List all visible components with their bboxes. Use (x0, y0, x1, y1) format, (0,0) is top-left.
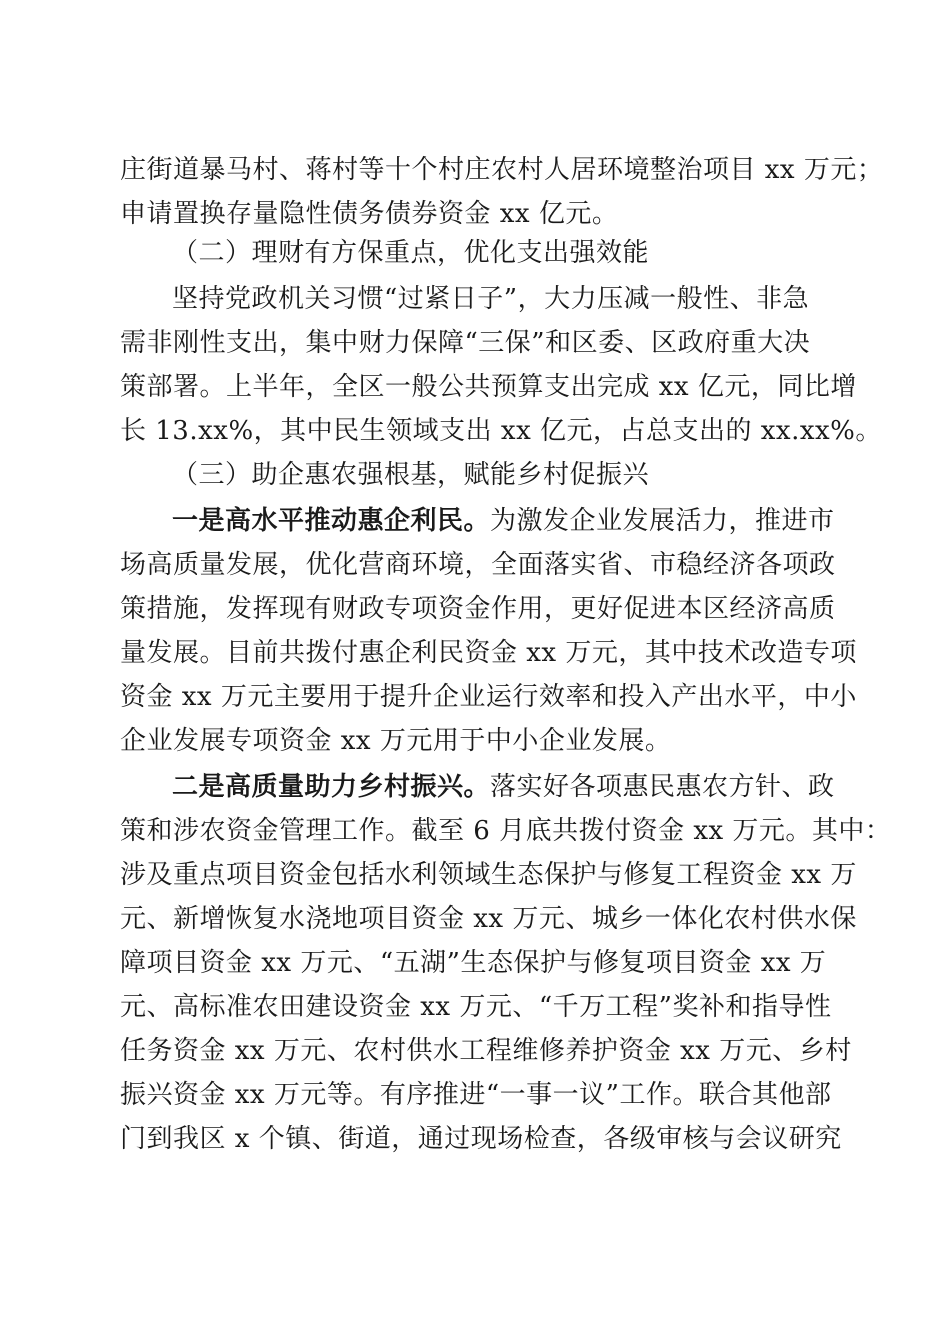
paragraph-line (172, 774, 835, 800)
paragraph-lead: 二是高质量助力乡村振兴。 (172, 772, 491, 802)
paragraph-text: 落实好各项惠民惠农方针、政 (490, 772, 835, 802)
paragraph-line: 需非刚性支出，集中财力保障“三保”和区委、区政府重大决 (120, 328, 811, 358)
paragraph-line: 庄街道暴马村、蒋村等十个村庄农村人居环境整治项目 xx 万元； (120, 155, 884, 185)
paragraph-line: 坚持党政机关习惯“过紧日子”，大力压减一般性、非急 (172, 284, 810, 314)
paragraph-line: 策和涉农资金管理工作。截至 6 月底共拨付资金 xx 万元。其中： (120, 816, 892, 846)
section-heading-2: （二）理财有方保重点，优化支出强效能 (172, 238, 650, 268)
paragraph-lead: 一是高水平推动惠企利民。 (172, 506, 491, 536)
paragraph-line: 门到我区 x 个镇、街道，通过现场检查，各级审核与会议研究 (120, 1124, 842, 1154)
paragraph-line: 元、新增恢复水浇地项目资金 xx 万元、城乡一体化农村供水保 (120, 904, 857, 934)
paragraph-line: 任务资金 xx 万元、农村供水工程维修养护资金 xx 万元、乡村 (120, 1036, 852, 1066)
paragraph-text: 为激发企业发展活力，推进市 (490, 506, 835, 536)
paragraph-line: 振兴资金 xx 万元等。有序推进“一事一议”工作。联合其他部 (120, 1080, 832, 1110)
paragraph-line: 申请置换存量隐性债务债券资金 xx 亿元。 (120, 199, 619, 229)
section-heading-3: （三）助企惠农强根基，赋能乡村促振兴 (172, 460, 650, 490)
paragraph-line: 元、高标准农田建设资金 xx 万元、“千万工程”奖补和指导性 (120, 992, 832, 1022)
paragraph-line: 场高质量发展，优化营商环境，全面落实省、市稳经济各项政 (120, 550, 836, 580)
paragraph-line: 企业发展专项资金 xx 万元用于中小企业发展。 (120, 726, 672, 756)
paragraph-line: 资金 xx 万元主要用于提升企业运行效率和投入产出水平，中小 (120, 682, 857, 712)
paragraph-line: 长 13.xx%，其中民生领域支出 xx 亿元，占总支出的 xx.xx%。 (120, 416, 882, 446)
paragraph-line (172, 508, 835, 534)
paragraph-line: 障项目资金 xx 万元、“五湖”生态保护与修复项目资金 xx 万 (120, 948, 827, 978)
paragraph-line: 策措施，发挥现有财政专项资金作用，更好促进本区经济高质 (120, 594, 836, 624)
paragraph-line: 策部署。上半年，全区一般公共预算支出完成 xx 亿元，同比增 (120, 372, 857, 402)
paragraph-line: 涉及重点项目资金包括水利领域生态保护与修复工程资金 xx 万 (120, 860, 857, 890)
paragraph-line: 量发展。目前共拨付惠企利民资金 xx 万元，其中技术改造专项 (120, 638, 857, 668)
